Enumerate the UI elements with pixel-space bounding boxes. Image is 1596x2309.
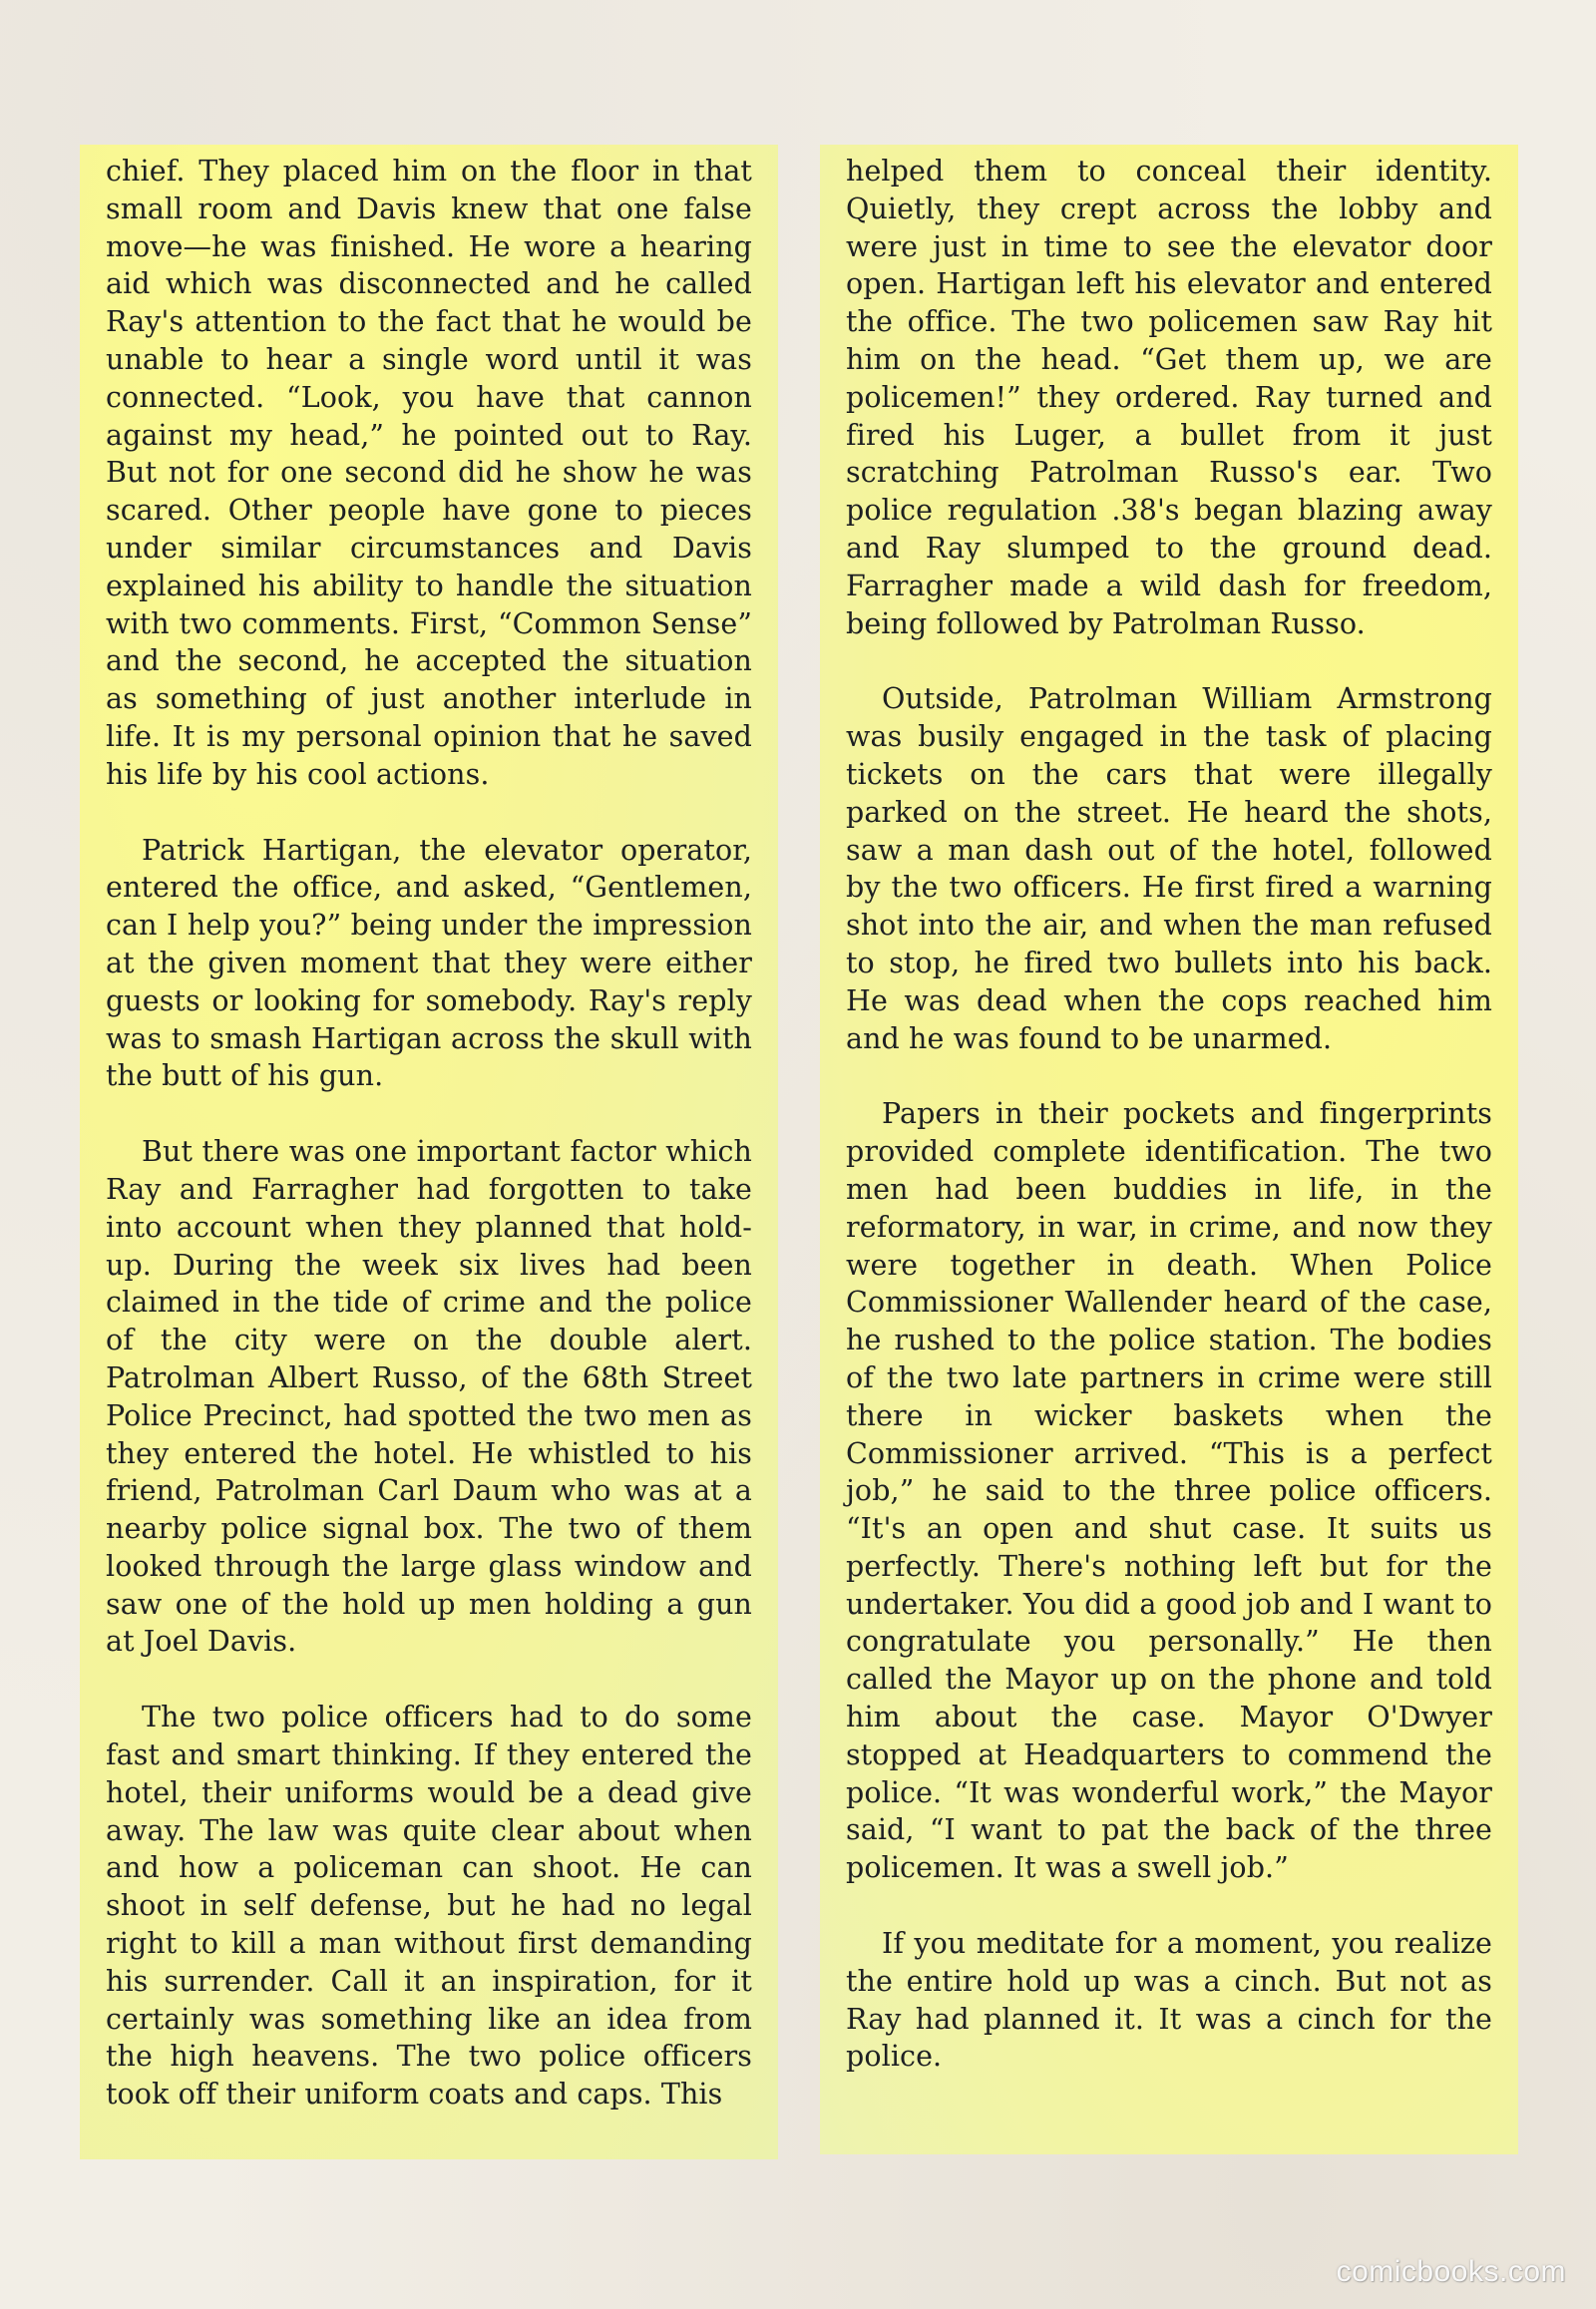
right-paragraph-2: Outside, Patrolman William Armstrong was busily engaged in the task of placing tickets on the cars that were illegally parked on the street. He heard the shots, saw a man dash out of the hotel, followed by the two officers. He first fired a warning shot into the air, and when the man refused to stop, he fired two bullets into his back. He was dead when the cops reached him and he was found to be unarmed. — [846, 682, 1492, 1055]
site-watermark: comicbooks.com — [1336, 2255, 1566, 2288]
right-paragraph-4: If you meditate for a moment, you realize the entire hold up was a cinch. But not as Ray had planned it. It was a cinch for the police. — [846, 1927, 1492, 2074]
left-text-column — [80, 145, 778, 2159]
left-paragraph-2: Patrick Hartigan, the elevator operator, entered the office, and asked, “Gentlemen, can I help you?” being under the impression at the given moment that they were either guests or looking for somebody. Ray's reply was to smash Hartigan across the skull with the butt of his gun. — [106, 833, 752, 1093]
right-paragraph-3: Papers in their pockets and fingerprints provided complete identification. The two men had been buddies in life, in the reformatory, in war, in crime, and now they were together in death. When Police Commissioner Wallender heard of the case, he rushed to the police station. The bodies of the two late partners in crime were still there in wicker baskets when the Commissioner arrived. “This is a perfect job,” he said to the three police officers. “It's an open and shut case. It suits us perfectly. There's nothing left but for the undertaker. You did a good job and I want to congratulate you personally.” He then called the Mayor up on the phone and told him about the case. Mayor O'Dwyer stopped at Headquarters to commend the police. “It was wonderful work,” the Mayor said, “I want to pat the back of the three policemen. It was a swell job.” — [846, 1097, 1492, 1885]
right-text-column — [820, 145, 1518, 2154]
left-paragraph-4: The two police officers had to do some fast and smart thinking. If they entered the hotel, their uniforms would be a dead give away. The law was quite clear about when and how a policeman can shoot. He can shoot in self defense, but he had no legal right to kill a man without first demanding his surrender. Call it an inspiration, for it certainly was something like an idea from the high heavens. The two police officers took off their uniform coats and caps. This — [106, 1701, 752, 2112]
left-paragraph-1: chief. They placed him on the floor in that small room and Davis knew that one false move—he was finished. He wore a hearing aid which was disconnected and he called Ray's attention to the fact that he would be unable to hear a single word until it was connected. “Look, you have that cannon against my head,” he pointed out to Ray. But not for one second did he show he was scared. Other people have gone to pieces under similar circumstances and Davis explained his ability to handle the situation with two comments. First, “Common Sense” and the second, he accepted the situation as something of just another interlude in life. It is my personal opinion that he saved his life by his cool actions. — [106, 155, 752, 791]
left-paragraph-3: But there was one important factor which Ray and Farragher had forgotten to take into account when they planned that hold-up. During the week six lives had been claimed in the tide of crime and the police of the city were on the double alert. Patrolman Albert Russo, of the 68th Street Police Precinct, had spotted the two men as they entered the hotel. He whistled to his friend, Patrolman Carl Daum who was at a nearby police signal box. The two of them looked through the large glass window and saw one of the hold up men holding a gun at Joel Davis. — [106, 1135, 752, 1659]
right-paragraph-1: helped them to conceal their identity. Quietly, they crept across the lobby and were just in time to see the elevator door open. Hartigan left his elevator and entered the office. The two policemen saw Ray hit him on the head. “Get them up, we are policemen!” they ordered. Ray turned and fired his Luger, a bullet from it just scratching Patrolman Russo's ear. Two police regulation .38's began blazing away and Ray slumped to the ground dead. Farragher made a wild dash for freedom, being followed by Patrolman Russo. — [846, 155, 1492, 640]
